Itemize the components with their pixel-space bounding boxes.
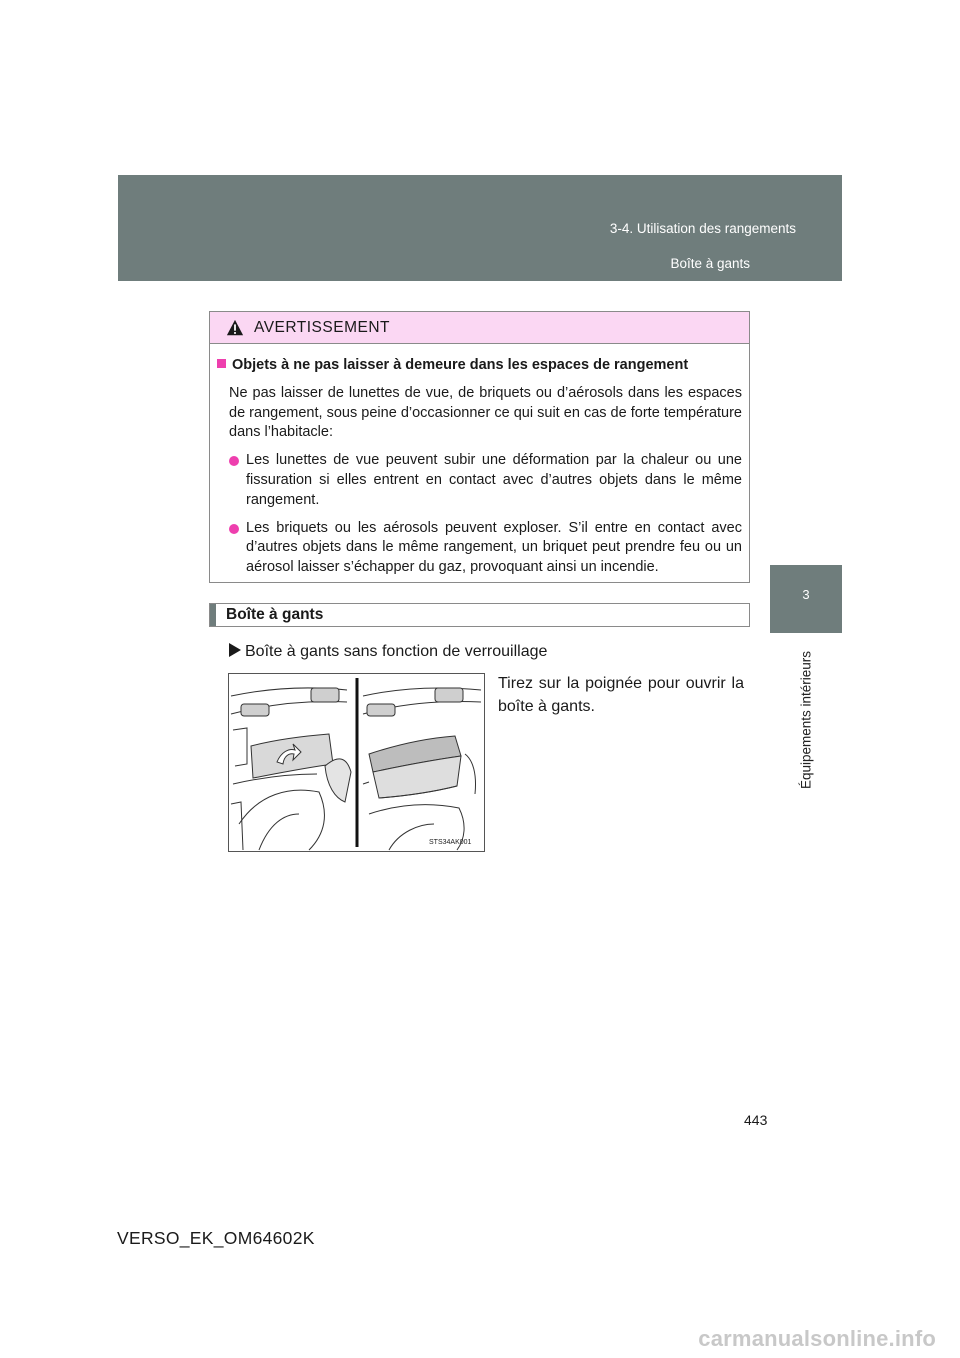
illustration-code: STS34AK001 bbox=[429, 839, 472, 846]
section-title-bar bbox=[209, 603, 750, 627]
pointer-triangle-icon bbox=[229, 643, 241, 657]
warning-intro: Ne pas laisser de lunettes de vue, de briquets ou d’aérosols dans les espaces de rangement, sous peine d’occasionner ce qui suit en cas de forte température dans l’habitacle: bbox=[229, 384, 742, 441]
warning-body bbox=[210, 344, 749, 578]
warning-bullet bbox=[229, 451, 742, 510]
circle-bullet-icon bbox=[229, 524, 239, 534]
chapter-number: 3 bbox=[802, 587, 810, 602]
chapter-title: Équipements intérieurs bbox=[798, 650, 814, 790]
warning-bullet bbox=[229, 519, 742, 578]
warning-heading-row bbox=[217, 356, 742, 376]
subheading bbox=[229, 643, 547, 661]
subheading-text: Boîte à gants sans fonction de verrouillage bbox=[245, 643, 548, 660]
warning-header bbox=[210, 312, 749, 344]
header-section-title: 3-4. Utilisation des rangements bbox=[609, 221, 796, 236]
glove-box-illustration bbox=[228, 673, 485, 852]
header-subsection-title: Boîte à gants bbox=[670, 256, 750, 271]
watermark[interactable]: carmanualsonline.info bbox=[698, 1326, 936, 1351]
page-number: 443 bbox=[744, 1112, 768, 1128]
warning-box bbox=[209, 311, 750, 583]
glove-box-drawing bbox=[229, 674, 484, 851]
side-tab-spacer bbox=[770, 281, 842, 565]
document-code: VERSO_EK_OM64602K bbox=[117, 1228, 315, 1248]
header-band bbox=[118, 175, 842, 281]
warning-bullet-text: Les briquets ou les aérosols peuvent exploser. S’il entre en contact avec d’autres objets dans le même rangement, un briquet peut prendre feu ou un aérosol laisser s’échapper du gaz, provoquant ainsi un incendie. bbox=[246, 519, 742, 576]
instruction-text: Tirez sur la poignée pour ouvrir la boîte à gants. bbox=[498, 675, 744, 715]
chapter-title-container bbox=[770, 640, 842, 800]
warning-heading: Objets à ne pas laisser à demeure dans les espaces de rangement bbox=[232, 357, 689, 373]
square-bullet-icon bbox=[217, 359, 226, 368]
warning-bullet-text: Les lunettes de vue peuvent subir une déformation par la chaleur ou une fissuration si elles entrent en contact avec d’autres objets dans le même rangement. bbox=[246, 452, 742, 508]
warning-triangle-icon bbox=[226, 319, 244, 337]
chapter-tab bbox=[770, 565, 842, 633]
circle-bullet-icon bbox=[229, 456, 239, 466]
warning-title: AVERTISSEMENT bbox=[254, 318, 390, 336]
section-title: Boîte à gants bbox=[226, 606, 324, 623]
